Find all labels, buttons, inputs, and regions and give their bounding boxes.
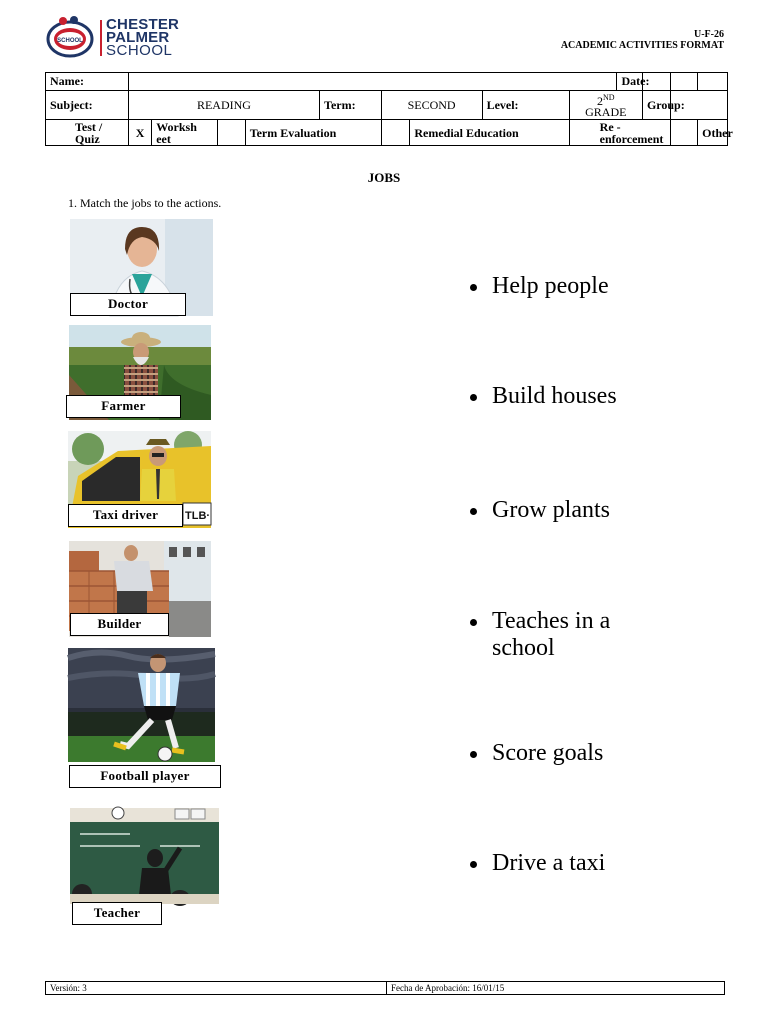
footer-version: Versión: 3 — [46, 982, 387, 994]
term-label: Term: — [320, 91, 382, 120]
bullet-icon — [470, 508, 477, 515]
action-item: Build houses — [470, 383, 740, 410]
logo-emblem-icon — [46, 14, 106, 62]
date-month-field[interactable] — [670, 73, 698, 91]
form-code: U-F-26 — [694, 29, 724, 40]
bullet-icon — [470, 861, 477, 868]
document-code — [561, 29, 724, 51]
action-item: Drive a taxi — [470, 850, 740, 877]
type-worksheet-box[interactable] — [218, 120, 246, 146]
worksheet-title: JOBS — [367, 170, 401, 185]
teacher-picture — [70, 808, 219, 904]
bullet-icon — [470, 394, 477, 401]
level-value: 2ND GRADE — [569, 91, 642, 120]
bullet-icon — [470, 284, 477, 291]
action-item: Help people — [470, 273, 740, 300]
footer-approval-date: Fecha de Aprobación: 16/01/15 — [391, 983, 505, 993]
job-label-teacher: Teacher — [72, 902, 162, 925]
document-footer — [45, 981, 725, 995]
action-item: Score goals — [470, 740, 740, 767]
form-title: ACADEMIC ACTIVITIES FORMAT — [560, 40, 724, 51]
logo-badge-text: SCHOOL — [57, 38, 83, 44]
type-reinforcement-box[interactable] — [670, 120, 698, 146]
job-label-football-player: Football player — [69, 765, 221, 788]
subject-label: Subject: — [46, 91, 129, 120]
name-field[interactable] — [128, 73, 617, 91]
type-term-evaluation: Term Evaluation — [245, 120, 381, 146]
taxi-plate-text: TLB· — [185, 510, 211, 522]
bullet-icon — [470, 619, 477, 626]
football-player-picture — [68, 648, 215, 762]
bullet-icon — [470, 751, 477, 758]
term-value: SECOND — [381, 91, 482, 120]
subject-value: READING — [128, 91, 319, 120]
level-label: Level: — [482, 91, 569, 120]
type-other: Other — [698, 120, 728, 146]
type-worksheet: Worksh eet — [152, 120, 218, 146]
school-name: CHESTER PALMER SCHOOL — [106, 16, 180, 59]
type-test-mark[interactable]: X — [128, 120, 151, 146]
instruction-text: 1. Match the jobs to the actions. — [68, 196, 222, 210]
type-term-evaluation-box[interactable] — [381, 120, 410, 146]
name-label: Name: — [46, 73, 129, 91]
student-info-table — [45, 72, 733, 146]
action-item: Teaches in a school — [470, 608, 640, 662]
group-label: Group: — [642, 91, 670, 120]
job-label-taxi-driver: Taxi driver — [68, 504, 183, 527]
date-label: Date: — [617, 73, 642, 91]
type-reinforcement: Re - enforcement — [569, 120, 670, 146]
type-test-quiz: Test / Quiz — [71, 120, 128, 146]
job-label-builder: Builder — [70, 613, 169, 636]
logo-divider — [100, 20, 102, 56]
job-label-farmer: Farmer — [66, 395, 181, 418]
action-item: Grow plants — [470, 497, 740, 524]
job-label-doctor: Doctor — [70, 293, 186, 316]
date-year-field[interactable] — [698, 73, 728, 91]
type-remedial: Remedial Education — [410, 120, 569, 146]
